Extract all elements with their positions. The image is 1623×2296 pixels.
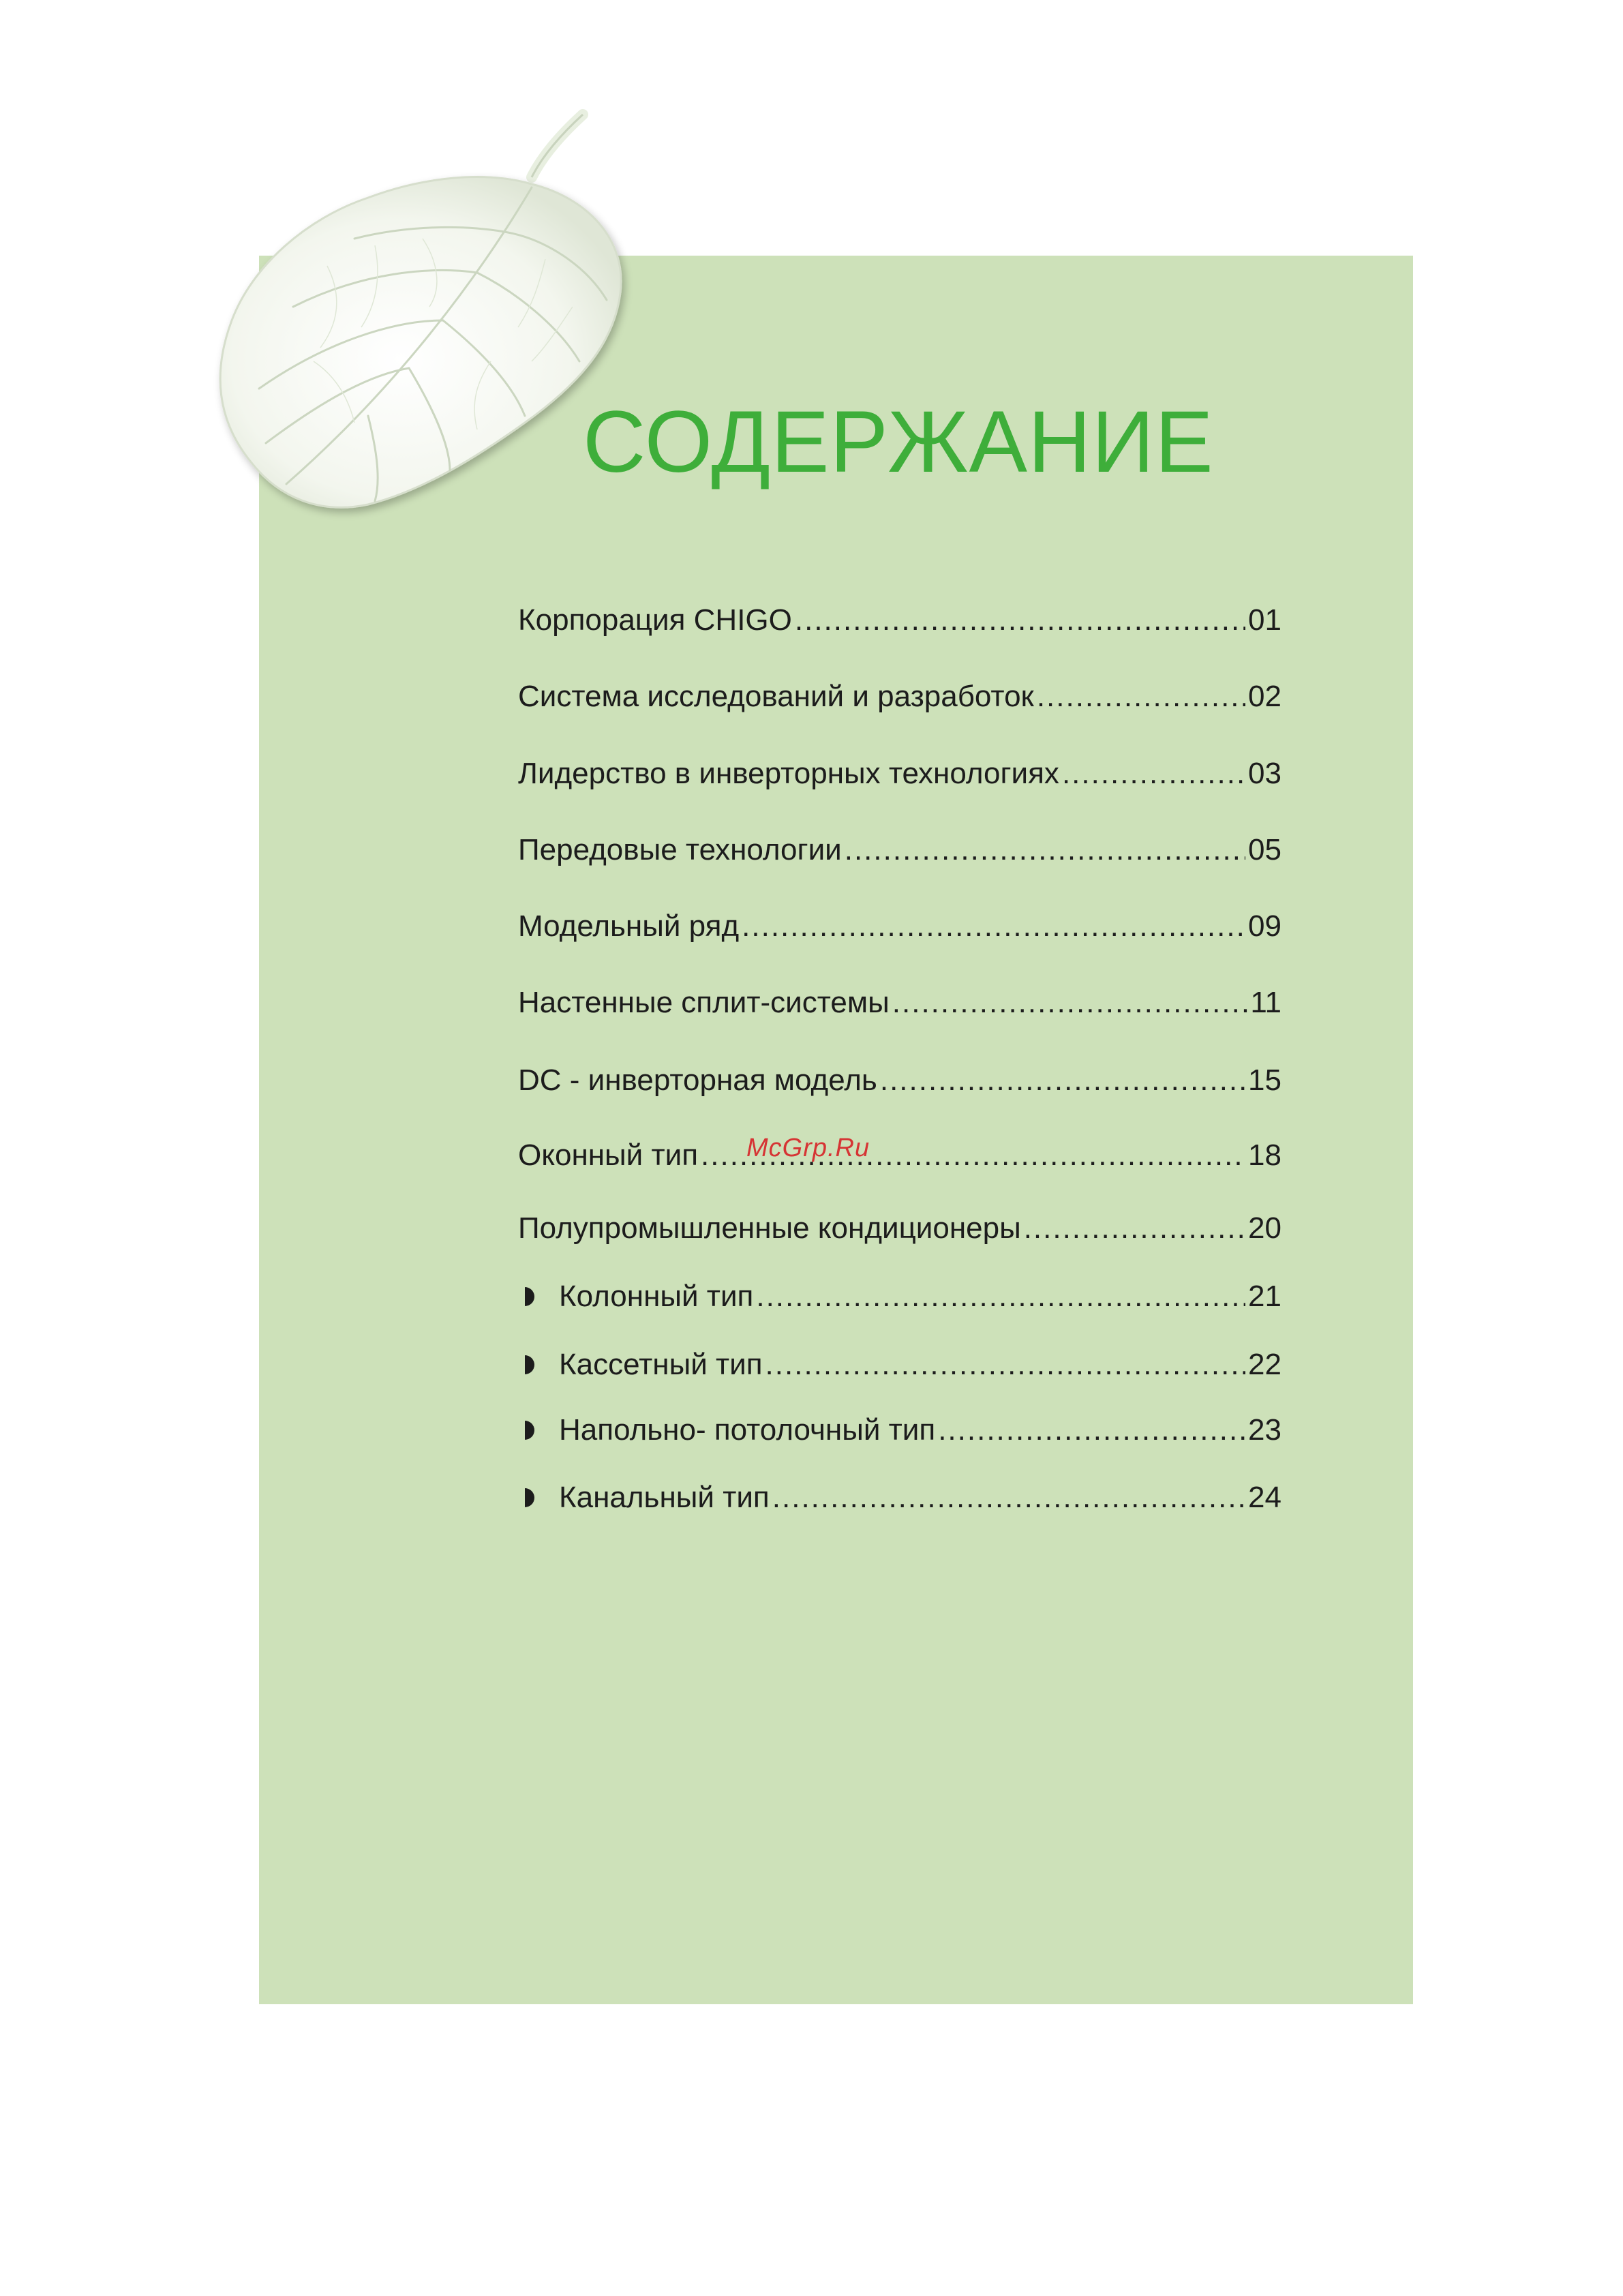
- toc-entry-title: Колонный тип: [559, 1280, 754, 1313]
- dot-leader: [1037, 676, 1245, 717]
- toc-page-number: 18: [1248, 1138, 1281, 1172]
- toc-page-number: 05: [1248, 833, 1281, 866]
- toc-page-number: 02: [1248, 680, 1281, 713]
- toc-entry[interactable]: [518, 1276, 1281, 1317]
- toc-entry-title: Корпорация CHIGO: [518, 603, 792, 637]
- dot-leader: [880, 1060, 1245, 1101]
- toc-entry[interactable]: [518, 1344, 1281, 1385]
- watermark-text: McGrp.Ru: [746, 1134, 870, 1162]
- dot-leader: [938, 1410, 1245, 1451]
- toc-entry[interactable]: [518, 906, 1281, 947]
- toc-entry[interactable]: [518, 600, 1281, 641]
- toc-page-number: 03: [1248, 757, 1281, 790]
- dot-leader: [795, 600, 1245, 641]
- toc-page-number: 09: [1248, 909, 1281, 943]
- toc-entry[interactable]: [518, 1135, 1281, 1176]
- toc-entry-title: Система исследований и разработок: [518, 680, 1034, 713]
- toc-entry-title: Модельный ряд: [518, 909, 740, 943]
- toc-page-number: 21: [1248, 1280, 1281, 1313]
- toc-entry-title: Оконный тип: [518, 1138, 699, 1172]
- toc-entry[interactable]: [518, 753, 1281, 794]
- toc-entry[interactable]: [518, 982, 1281, 1023]
- toc-entry-title: DC - инверторная модель: [518, 1063, 877, 1097]
- dot-leader: [892, 982, 1248, 1023]
- toc-page-number: 22: [1248, 1348, 1281, 1381]
- toc-entry-title: Передовые технологии: [518, 833, 842, 866]
- dot-leader: [756, 1276, 1245, 1317]
- dot-leader: [765, 1344, 1246, 1385]
- toc-page-number: 23: [1248, 1413, 1281, 1447]
- dot-leader: [1024, 1208, 1245, 1249]
- toc-page-number: 15: [1248, 1063, 1281, 1097]
- toc-entry[interactable]: [518, 1410, 1281, 1451]
- toc-entry[interactable]: [518, 676, 1281, 717]
- toc-entry[interactable]: [518, 830, 1281, 871]
- dot-leader: [1062, 753, 1245, 794]
- toc-entry-title: Полупромышленные кондиционеры: [518, 1211, 1021, 1245]
- toc-page-number: 11: [1250, 986, 1281, 1019]
- toc-entry-title: Лидерство в инверторных технологиях: [518, 757, 1059, 790]
- dot-leader: [772, 1477, 1245, 1518]
- toc-entry-title: Канальный тип: [559, 1481, 770, 1514]
- toc-page-number: 20: [1248, 1211, 1281, 1245]
- dot-leader: [845, 830, 1245, 871]
- toc-page-number: 01: [1248, 603, 1281, 637]
- toc-page-number: 24: [1248, 1481, 1281, 1514]
- toc-entry[interactable]: [518, 1477, 1281, 1518]
- toc-entry[interactable]: [518, 1208, 1281, 1249]
- toc-entry[interactable]: [518, 1060, 1281, 1101]
- dot-leader: [742, 906, 1245, 947]
- toc-entry-title: Настенные сплит-системы: [518, 986, 890, 1019]
- page-title: СОДЕРЖАНИЕ: [583, 393, 1214, 491]
- toc-entry-title: Кассетный тип: [559, 1348, 763, 1381]
- toc-entry-title: Напольно- потолочный тип: [559, 1413, 936, 1447]
- leaf-icon: [204, 102, 641, 525]
